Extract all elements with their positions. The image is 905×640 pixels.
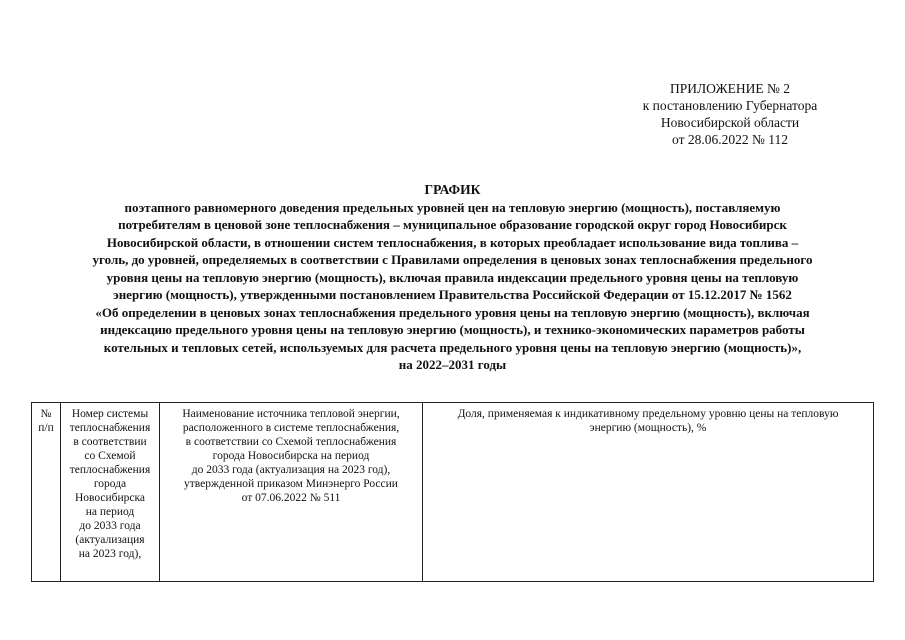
heading-line: поэтапного равномерного доведения предельных уровней цен на тепловую энергию (мощность), поставляемую (124, 199, 781, 215)
document-heading (30, 181, 875, 374)
heading-line: энергию (мощность), утвержденными постановлением Правительства Российской Федерации от 15.12.2017 № 1562 (113, 287, 792, 302)
schedule-table (31, 402, 874, 582)
heading-line: Новосибирской области, в отношении систем теплоснабжения, в которых преобладает использование вида топлива – (106, 234, 799, 250)
header-cell-number: № п/п (32, 403, 61, 582)
appendix-ref: к постановлению Губернатора (642, 98, 818, 113)
heading-line: на 2022–2031 годы (398, 357, 507, 372)
appendix-note (600, 80, 860, 148)
header-cell-share: Доля, применяемая к индикативному предельному уровню цены на тепловую энергию (мощность), % (423, 403, 874, 582)
appendix-number: ПРИЛОЖЕНИЕ № 2 (669, 81, 791, 96)
appendix-region: Новосибирской области (660, 115, 800, 130)
heading-line: индексацию предельного уровня цены на тепловую энергию (мощность), и технико-экономических параметров работы (100, 322, 805, 337)
heading-line: уровня цены на тепловую энергию (мощность), включая правила индексации предельного уровня цены на тепловую (106, 269, 799, 285)
heading-line: «Об определении в ценовых зонах теплоснабжения предельного уровня цены на тепловую энергию (мощность), включая (95, 304, 810, 320)
heading-line: потребителям в ценовой зоне теплоснабжения – муниципальное образование городской округ город Новосибирск (118, 217, 787, 232)
appendix-date: от 28.06.2022 № 112 (672, 132, 788, 147)
heading-line: уголь, до уровней, определяемых в соответствии с Правилами определения в ценовых зонах теплоснабжения предельного (92, 252, 813, 267)
table-header-row (32, 403, 874, 582)
header-cell-system-number: Номер системы теплоснабжения в соответствии со Схемой теплоснабжения города Новосибирска на период до 2033 года (актуализация на 2023 год), (61, 403, 160, 582)
document-title: ГРАФИК (424, 182, 481, 197)
header-cell-source-name: Наименование источника тепловой энергии, расположенного в системе теплоснабжения, в соответствии со Схемой теплоснабжения города Новосибирска на период до 2033 года (актуализация на 2023 год), утвержденной приказом Минэнерго России от 07.06.2022 № 511 (160, 403, 423, 582)
heading-line: котельных и тепловых сетей, используемых для расчета предельного уровня цены на тепловую энергию (мощность)», (103, 339, 802, 355)
